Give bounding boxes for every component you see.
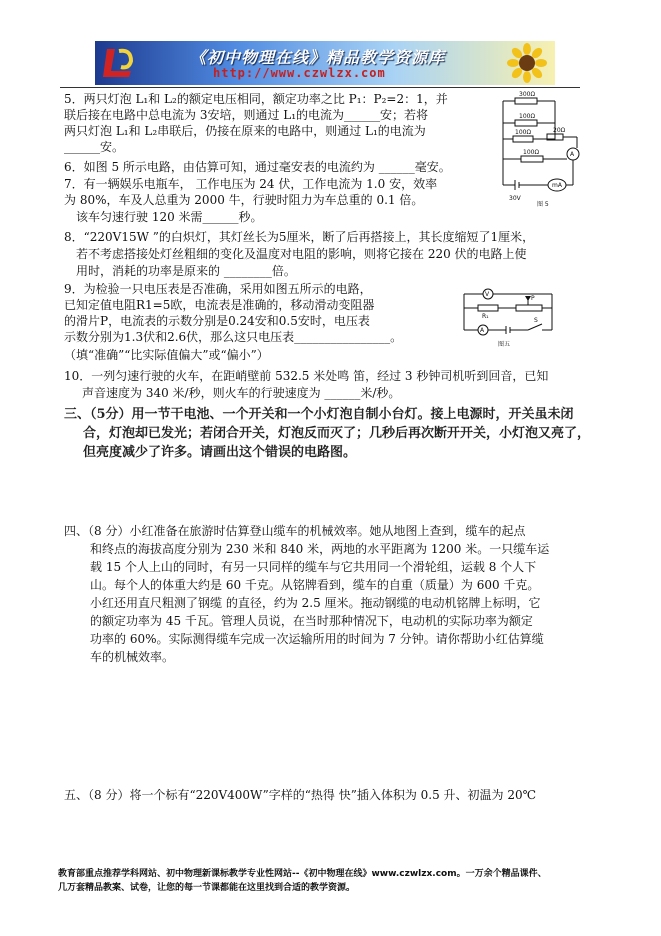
fig-five-slider-label: P <box>531 295 535 302</box>
q5-line-2: 联后接在电路中总电流为 3安培，则通过 L₁的电流为______安；若将 <box>64 108 429 122</box>
q8-line-3: 用时，消耗的功率是原来的 ________倍。 <box>76 264 296 278</box>
section3-line-3: 但亮度减少了许多。请画出这个错误的电路图。 <box>83 445 357 460</box>
q5-line-1: 5．两只灯泡 L₁和 L₂的额定电压相同，额定功率之比 P₁：P₂=2：1，并 <box>64 92 448 106</box>
fig-five-ammeter-label: A <box>480 327 485 334</box>
section4-line-6: 的额定功率为 45 千瓦。管理人员说，在当时那种情况下，电动机的实际功率为额定 <box>90 614 533 628</box>
fig5-r4-label: 20Ω <box>553 127 566 134</box>
q6-line-1: 6．如图 5 所示电路，由估算可知，通过毫安表的电流约为 ______毫安。 <box>64 160 451 174</box>
section4-line-5: 小红还用直尺粗测了钢缆 的直径，约为 2.5 厘米。拖动钢缆的电动机铭牌上标明，它 <box>90 596 541 610</box>
header-banner <box>95 41 555 85</box>
q7-line-1: 7．有一辆娱乐电瓶车， 工作电压为 24 伏，工作电流为 1.0 安，效率 <box>64 177 438 191</box>
section4-line-3: 载 15 个人上山的同时，有另一只同样的缆车与它共用同一个滑轮组，运载 8 个人下 <box>90 560 537 574</box>
q8-line-1: 8．“220V15W ”的白炽灯，其灯丝长为5厘米，断了后再搭接上，其长度缩短了1厘米， <box>64 230 535 244</box>
q9-line-4: 示数分别为1.3伏和2.6伏，那么这只电压表________________。 <box>64 330 403 344</box>
q5-line-4: ______安。 <box>64 140 125 154</box>
footer-line-1: 教育部重点推荐学科网站、初中物理新课标教学专业性网站--《初中物理在线》www.czwlzx.com。一万余个精品课件、 <box>58 869 547 879</box>
q10-line-2: 声音速度为 340 米/秒，则火车的行驶速度为 ______米/秒。 <box>82 386 401 400</box>
section3-line-2: 合，灯泡却已发光；若闭合开关，灯泡反而灭了；几秒后再次断开开关，小灯泡又亮了， <box>83 426 591 441</box>
header-rule <box>60 87 580 88</box>
q9-line-2: 已知定值电阻R1=5欧，电流表是准确的，移动滑动变阻器 <box>64 298 375 312</box>
header-url: http://www.czwlzx.com <box>213 66 386 80</box>
fig-five-resistor-label: R₁ <box>482 313 489 320</box>
fig-five-caption: 图五 <box>498 341 511 348</box>
sunflower-icon <box>507 43 547 83</box>
q9-line-3: 的滑片P，电流表的示数分别是0.24安和0.5安时，电压表 <box>64 314 370 328</box>
q9-line-5: （填“准确”“比实际值偏大”或“偏小”） <box>64 348 269 362</box>
fig5-caption: 图 5 <box>537 201 549 208</box>
q10-line-1: 10．一列匀速行驶的火车，在距峭壁前 532.5 米处鸣 笛，经过 3 秒钟司机听到回音，已知 <box>64 369 549 383</box>
footer-line-2: 几万套精品教案、试卷，让您的每一节课都能在这里找到合适的教学资源。 <box>58 883 356 893</box>
fig5-ammeter-label: A <box>570 151 575 158</box>
fig-five-switch-label: S <box>534 317 538 324</box>
section3-line-1: 三、（5分）用一节干电池、一个开关和一个小灯泡自制小台灯。接上电源时，开关虽未闭 <box>64 407 574 422</box>
section4-line-8: 车的机械效率。 <box>90 650 175 664</box>
figure-five-circuit <box>458 286 558 350</box>
q8-line-2: 若不考虑搭接处灯丝粗细的变化及温度对电阻的影响，则将它接在 220 伏的电路上使 <box>76 247 527 261</box>
section4-line-2: 和终点的海拔高度分别为 230 米和 840 米，两地的水平距离为 1200 米。一只缆车运 <box>90 542 550 556</box>
fig5-r3-label: 100Ω <box>515 129 532 136</box>
q5-line-3: 两只灯泡 L₁和 L₂串联后，仍接在原来的电路中，则通过 L₁的电流为 <box>64 124 426 138</box>
figure-5-circuit <box>497 90 585 208</box>
q7-line-2: 为 80%，车及人总重为 2000 牛，行驶时阻力为车总重的 0.1 倍。 <box>64 193 424 207</box>
fig5-r2-label: 100Ω <box>519 113 536 120</box>
fig5-r1-label: 300Ω <box>519 91 536 98</box>
section4-line-7: 功率的 60%。实际测得缆车完成一次运输所用的时间为 7 分钟。请你帮助小红估算缆 <box>90 632 544 646</box>
fig-five-voltmeter-label: V <box>485 291 490 298</box>
section4-line-4: 山。每个人的体重大约是 60 千克。从铭牌看到，缆车的自重（质量）为 600 千克。 <box>90 578 540 592</box>
q9-line-1: 9．为检验一只电压表是否准确，采用如图五所示的电路， <box>64 282 372 296</box>
section4-line-1: 四、（8 分）小红准备在旅游时估算登山缆车的机械效率。她从地图上查到，缆车的起点 <box>64 524 526 538</box>
fig5-meter-label: mA <box>552 182 562 189</box>
header-title: 《初中物理在线》精品教学资源库 <box>190 48 446 67</box>
section5-line-1: 五、（8 分）将一个标有“220V400W”字样的“热得 快”插入体积为 0.5 升、初温为 20℃ <box>64 788 537 802</box>
fig5-r5-label: 100Ω <box>523 149 540 156</box>
site-logo-icon <box>101 45 137 81</box>
q7-line-3: 该车匀速行驶 120 米需______秒。 <box>76 210 263 224</box>
fig5-voltage-label: 30V <box>509 195 521 202</box>
